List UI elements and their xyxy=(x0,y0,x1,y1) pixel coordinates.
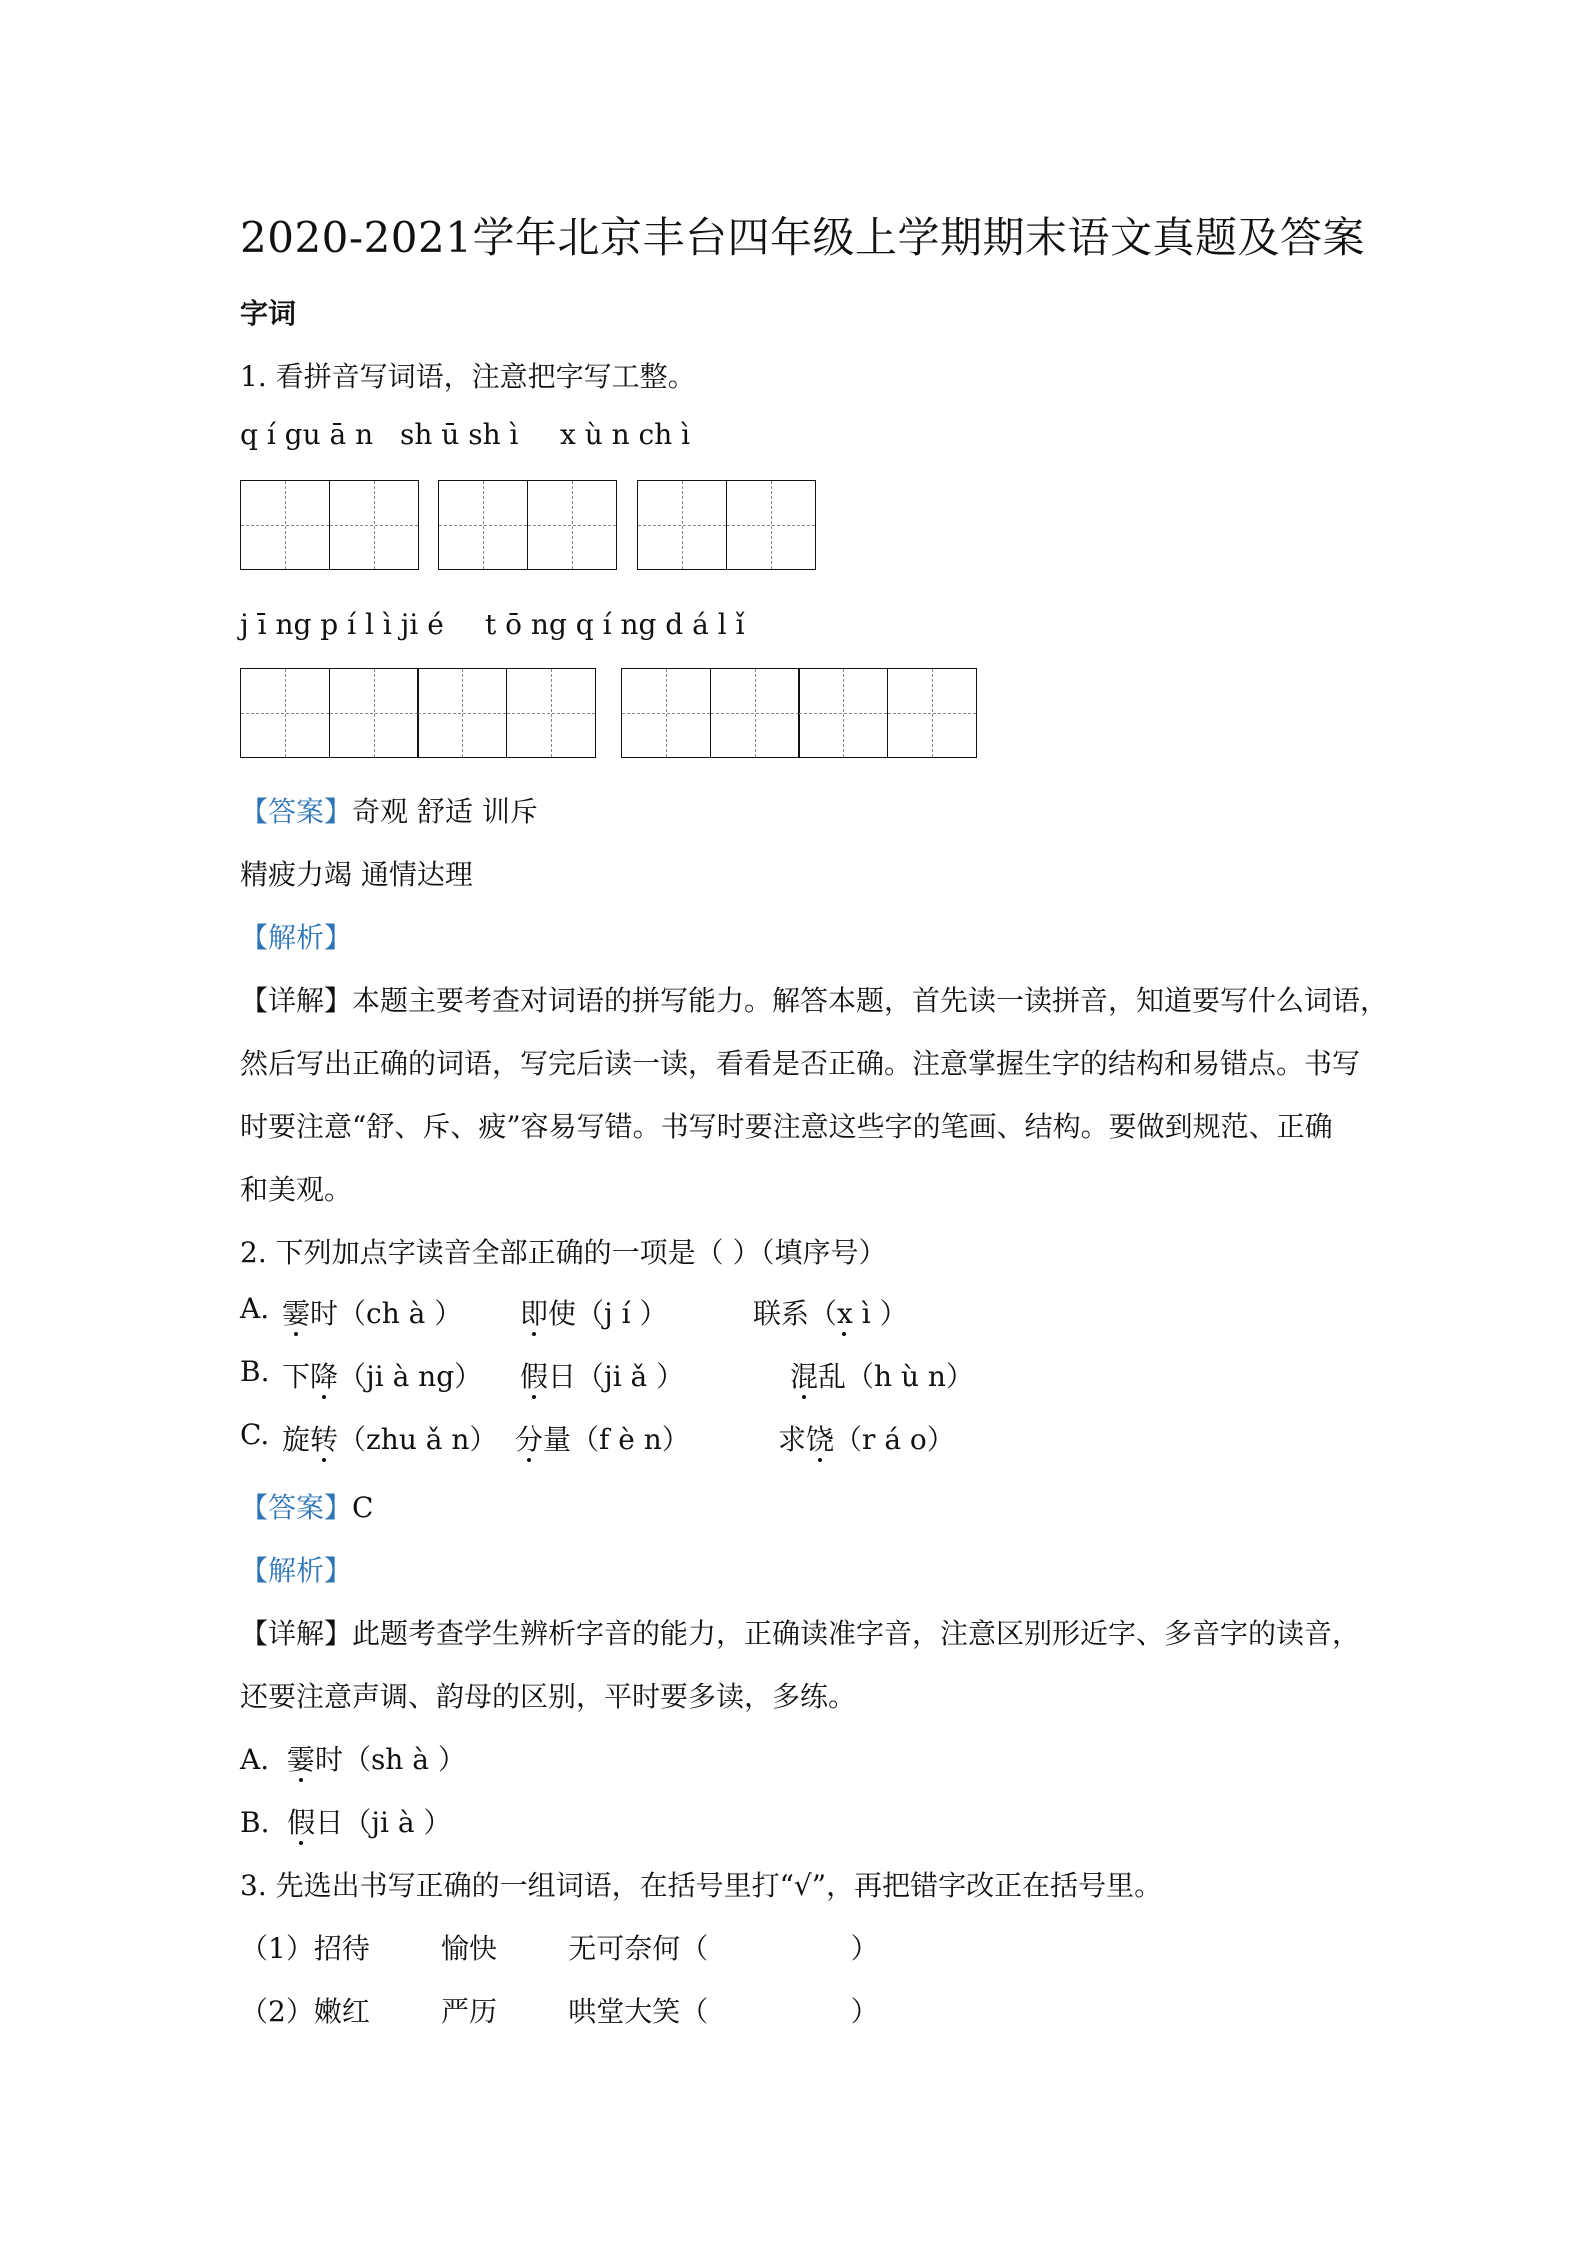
q1-detail-line4: 和美观。 xyxy=(240,1173,353,1206)
answer-text: C xyxy=(352,1491,374,1524)
q1-answer-line2: 精疲力竭 通情达理 xyxy=(240,858,473,891)
q3-item-1: （1）招待 愉快 无可奈何（ ） xyxy=(240,1932,879,1965)
q3-stem: 3. 先选出书写正确的一组词语，在括号里打“√”，再把错字改正在括号里。 xyxy=(240,1869,1163,1902)
q2-option-c-item1: 旋转（zhu ǎ n） xyxy=(282,1423,498,1456)
q1-pinyin-5: t ō ng q í ng d á l ǐ xyxy=(485,608,745,641)
q2-option-a-item3: 联系（x ì ） xyxy=(753,1297,908,1330)
detail-label: 【详解】 xyxy=(240,1617,353,1650)
writing-grid-4[interactable] xyxy=(240,668,596,758)
writing-grid-5[interactable] xyxy=(621,668,977,758)
q2-detail-line1 xyxy=(240,1612,1360,1652)
answer-label: 【答案】 xyxy=(240,795,353,828)
q1-pinyin-3: x ù n ch ì xyxy=(560,418,691,451)
q2-option-c-item2: 分量（f è n） xyxy=(515,1423,690,1456)
detail-text: 本题主要考查对词语的拼写能力。解答本题，首先读一读拼音，知道要写什么词语， xyxy=(352,984,1389,1017)
q2-stem: 2. 下列加点字读音全部正确的一项是（ ）（填序号） xyxy=(240,1236,887,1269)
q2-option-b-item3: 混乱（h ù n） xyxy=(790,1360,974,1393)
q2-answer xyxy=(240,1486,373,1526)
page-title: 2020-2021学年北京丰台四年级上学期期末语文真题及答案 xyxy=(240,213,1365,262)
q2-analysis-label: 【解析】 xyxy=(240,1554,353,1587)
q1-analysis-label: 【解析】 xyxy=(240,921,353,954)
q2-option-b-item2: 假日（ji ǎ ） xyxy=(520,1360,685,1393)
q2-option-a-item2: 即使（j í ） xyxy=(520,1297,668,1330)
q2-option-a-label: A. xyxy=(240,1292,270,1325)
q2-fix-b: B. 假日（ji à ） xyxy=(240,1806,452,1839)
q1-detail-line2: 然后写出正确的词语，写完后读一读，看看是否正确。注意掌握生字的结构和易错点。书写 xyxy=(240,1047,1361,1080)
q2-detail-line2: 还要注意声调、韵母的区别，平时要多读，多练。 xyxy=(240,1680,857,1713)
q1-detail-line1 xyxy=(240,979,1388,1019)
q2-option-c-item3: 求饶（r á o） xyxy=(778,1423,955,1456)
q2-option-a-item1: 霎时（ch à ） xyxy=(282,1297,463,1330)
detail-text: 此题考查学生辨析字音的能力，正确读准字音，注意区别形近字、多音字的读音， xyxy=(352,1617,1361,1650)
detail-label: 【详解】 xyxy=(240,984,353,1017)
writing-grid-2[interactable] xyxy=(438,480,617,570)
q3-item-2: （2）嫩红 严历 哄堂大笑（ ） xyxy=(240,1995,879,2028)
answer-text: 奇观 舒适 训斥 xyxy=(352,795,538,828)
q1-pinyin-4: j ī ng p í l ì ji é xyxy=(240,608,444,641)
section-heading: 字词 xyxy=(240,297,297,330)
q1-stem: 1. 看拼音写词语，注意把字写工整。 xyxy=(240,360,696,393)
q1-pinyin-2: sh ū sh ì xyxy=(400,418,519,451)
writing-grid-1[interactable] xyxy=(240,480,419,570)
answer-label: 【答案】 xyxy=(240,1491,353,1524)
q1-answer xyxy=(240,790,538,830)
q1-pinyin-1: q í gu ā n xyxy=(240,418,374,451)
q1-detail-line3: 时要注意“舒、斥、疲”容易写错。书写时要注意这些字的笔画、结构。要做到规范、正确 xyxy=(240,1110,1333,1143)
q2-option-b-label: B. xyxy=(240,1355,270,1388)
q2-fix-a: A. 霎时（sh à ） xyxy=(240,1743,466,1776)
q2-option-b-item1: 下降（ji à ng） xyxy=(282,1360,483,1393)
q2-option-c-label: C. xyxy=(240,1418,270,1451)
writing-grid-3[interactable] xyxy=(637,480,816,570)
